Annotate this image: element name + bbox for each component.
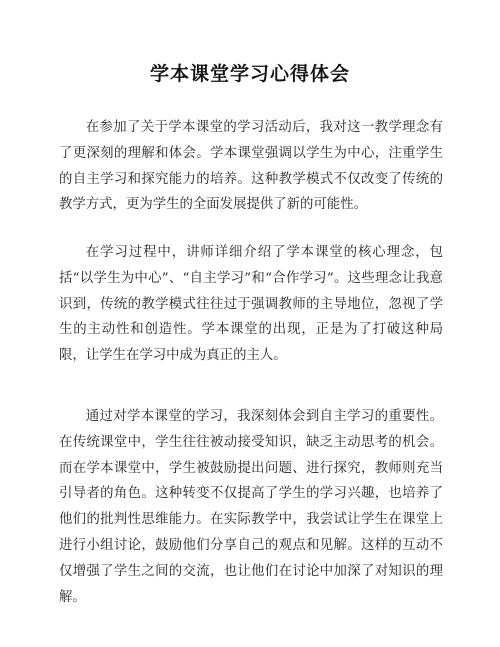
paragraph-autonomous-learning: 通过对学本课堂的学习，我深刻体会到自主学习的重要性。在传统课堂中，学生往往被动接受知识，缺乏主动思考的机会。而在学本课堂中，学生被鼓励提出问题、进行探究，教师则充当引导者的角色。这种转变不仅提高了学生的学习兴趣，也培养了他们的批判性思维能力。在实际教学中，我尝试让学生在课堂上进行小组讨论，鼓励他们分享自己的观点和见解。这样的互动不仅增强了学生之间的交流，也让他们在讨论中加深了对知识的理解。 xyxy=(59,409,443,605)
paragraph-core-concepts: 在学习过程中，讲师详细介绍了学本课堂的核心理念，包括“以学生为中心”、“自主学习”和“合作学习”。这些理念让我意识到，传统的教学模式往往过于强调教师的主导地位，忽视了学生的主动性和创造性。学本课堂的出现，正是为了打破这种局限，让学生在学习中成为真正的主人。 xyxy=(59,245,443,364)
document-title: 学本课堂学习心得体会 xyxy=(149,63,350,85)
paragraph-intro: 在参加了关于学本课堂的学习活动后，我对这一教学理念有了更深刻的理解和体会。学本课堂强调以学生为中心，注重学生的自主学习和探究能力的培养。这种教学模式不仅改变了传统的教学方式，更为学生的全面发展提供了新的可能性。 xyxy=(59,120,443,213)
